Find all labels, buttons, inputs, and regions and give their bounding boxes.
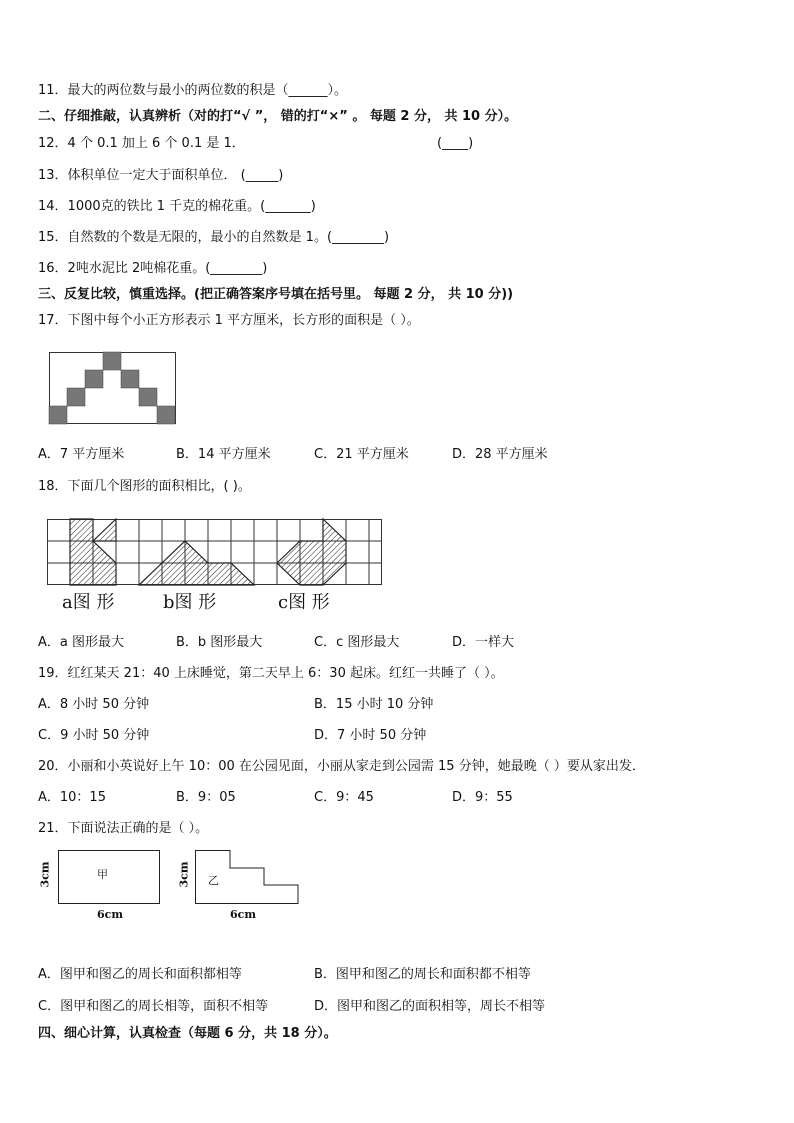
q21-yi-side: 3cm bbox=[177, 861, 191, 888]
question-13: 13．体积单位一定大于面积单位． (_____) bbox=[38, 168, 284, 183]
q18-label-c: c图 形 bbox=[278, 592, 330, 613]
q21-figure-jia bbox=[58, 850, 160, 904]
q21-jia-base: 6cm bbox=[97, 908, 123, 921]
q21-option-c: C．图甲和图乙的周长相等，面积不相等 bbox=[38, 999, 269, 1014]
q18-option-a: A．a 图形最大 bbox=[38, 635, 124, 650]
section-3-heading: 三、反复比较，慎重选择。(把正确答案序号填在括号里。 每题 2 分， 共 10 分)) bbox=[38, 287, 514, 302]
question-16: 16．2吨水泥比 2吨棉花重。(________) bbox=[38, 261, 268, 276]
q19-option-c: C．9 小时 50 分钟 bbox=[38, 728, 150, 743]
question-12-blank: (____) bbox=[437, 136, 474, 151]
q18-option-d: D．一样大 bbox=[452, 635, 515, 650]
question-19: 19．红红某天 21：40 上床睡觉，第二天早上 6：30 起床。红红一共睡了（ ）。 bbox=[38, 666, 504, 681]
q17-option-b: B．14 平方厘米 bbox=[176, 447, 271, 462]
section-4-heading: 四、细心计算，认真检查（每题 6 分，共 18 分）。 bbox=[38, 1026, 337, 1041]
q20-option-c: C．9：45 bbox=[314, 790, 374, 805]
q17-option-c: C．21 平方厘米 bbox=[314, 447, 409, 462]
q18-grid-figure bbox=[47, 519, 382, 585]
q17-option-a: A．7 平方厘米 bbox=[38, 447, 125, 462]
question-14: 14．1000克的铁比 1 千克的棉花重。(_______) bbox=[38, 199, 316, 214]
question-15: 15．自然数的个数是无限的，最小的自然数是 1。(________) bbox=[38, 230, 390, 245]
q17-option-d: D．28 平方厘米 bbox=[452, 447, 548, 462]
question-11: 11．最大的两位数与最小的两位数的积是（______）。 bbox=[38, 83, 348, 98]
q21-jia-side: 3cm bbox=[38, 861, 52, 888]
q20-option-a: A．10：15 bbox=[38, 790, 106, 805]
question-18: 18．下面几个图形的面积相比，( )。 bbox=[38, 479, 251, 494]
q21-option-a: A．图甲和图乙的周长和面积都相等 bbox=[38, 967, 242, 982]
question-20: 20．小丽和小英说好上午 10：00 在公园见面，小丽从家走到公园需 15 分钟，她最晚（ ）要从家出发． bbox=[38, 759, 645, 774]
q18-label-b: b图 形 bbox=[163, 592, 217, 613]
question-17: 17．下图中每个小正方形表示 1 平方厘米，长方形的面积是（ ）。 bbox=[38, 313, 420, 328]
q20-option-d: D．9：55 bbox=[452, 790, 513, 805]
q19-option-a: A．8 小时 50 分钟 bbox=[38, 697, 150, 712]
question-21: 21．下面说法正确的是（ ）。 bbox=[38, 821, 209, 836]
q18-option-b: B．b 图形最大 bbox=[176, 635, 263, 650]
q19-option-b: B．15 小时 10 分钟 bbox=[314, 697, 434, 712]
q21-yi-base: 6cm bbox=[230, 908, 256, 921]
section-2-heading: 二、仔细推敲，认真辨析（对的打“√ ”， 错的打“×” 。 每题 2 分， 共 10 分）。 bbox=[38, 109, 518, 124]
q18-label-a: a图 形 bbox=[62, 592, 115, 613]
q21-option-b: B．图甲和图乙的周长和面积都不相等 bbox=[314, 967, 531, 982]
q18-option-c: C．c 图形最大 bbox=[314, 635, 400, 650]
question-12: 12．4 个 0.1 加上 6 个 0.1 是 1． bbox=[38, 136, 245, 151]
q21-option-d: D．图甲和图乙的面积相等，周长不相等 bbox=[314, 999, 546, 1014]
q20-option-b: B．9：05 bbox=[176, 790, 236, 805]
q21-yi-label: 乙 bbox=[208, 874, 219, 887]
q19-option-d: D．7 小时 50 分钟 bbox=[314, 728, 427, 743]
q21-jia-label: 甲 bbox=[97, 868, 108, 881]
q17-rectangle-figure bbox=[49, 352, 176, 424]
